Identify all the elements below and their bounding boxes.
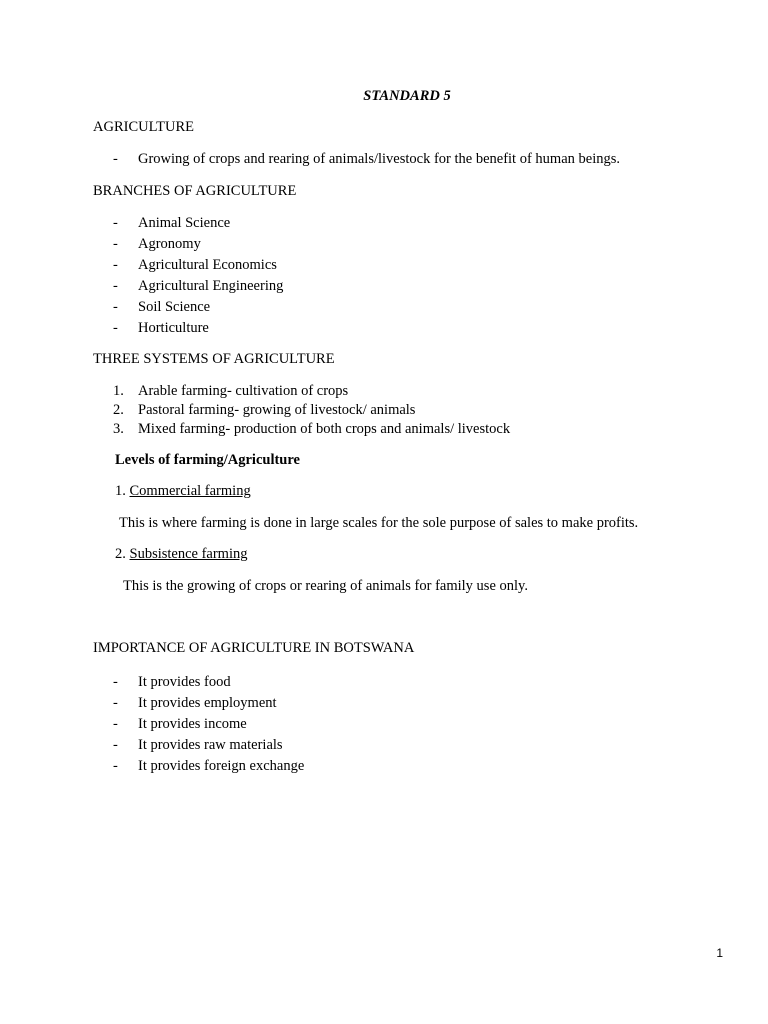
subsistence-farming-description: This is the growing of crops or rearing of animals for family use only. <box>123 578 528 594</box>
commercial-farming-title <box>115 483 251 500</box>
branches-heading: BRANCHES OF AGRICULTURE <box>93 183 297 199</box>
list-item <box>113 234 283 255</box>
commercial-farming-description: This is where farming is done in large scales for the sole purpose of sales to make profits. <box>119 515 639 531</box>
systems-heading: THREE SYSTEMS OF AGRICULTURE <box>93 351 335 367</box>
levels-heading: Levels of farming/Agriculture <box>115 452 300 468</box>
list-item <box>113 213 283 234</box>
importance-heading: IMPORTANCE OF AGRICULTURE IN BOTSWANA <box>93 640 415 656</box>
bullet-marker: - <box>113 236 118 252</box>
bullet-marker: - <box>113 320 118 336</box>
branch-item: Agricultural Economics <box>138 257 277 273</box>
branches-list <box>113 213 283 339</box>
importance-item: It provides food <box>138 674 231 690</box>
list-item <box>113 401 510 420</box>
list-item <box>113 735 304 756</box>
list-item <box>113 714 304 735</box>
list-item <box>113 318 283 339</box>
system-item: Mixed farming- production of both crops and animals/ livestock <box>138 421 511 437</box>
branch-item: Soil Science <box>138 299 211 315</box>
list-item <box>113 255 283 276</box>
branch-item: Animal Science <box>138 215 231 231</box>
system-item: Arable farming- cultivation of crops <box>138 383 349 399</box>
bullet-marker: - <box>113 674 118 690</box>
bullet-marker: - <box>113 716 118 732</box>
importance-item: It provides income <box>138 716 247 732</box>
list-item <box>113 382 510 401</box>
list-item <box>113 151 620 168</box>
list-item <box>113 693 304 714</box>
bullet-marker: - <box>113 758 118 774</box>
bullet-marker: - <box>113 215 118 231</box>
agriculture-heading: AGRICULTURE <box>93 119 194 135</box>
importance-item: It provides foreign exchange <box>138 758 305 774</box>
list-number: 3. <box>113 421 124 437</box>
bullet-marker: - <box>113 278 118 294</box>
systems-list <box>113 382 510 439</box>
subsistence-farming-title <box>115 546 248 563</box>
level-name: Commercial farming <box>129 483 251 499</box>
branch-item: Agricultural Engineering <box>138 278 284 294</box>
list-item <box>113 420 510 439</box>
list-item <box>113 276 283 297</box>
agriculture-definition-list <box>113 151 620 168</box>
bullet-marker: - <box>113 257 118 273</box>
branch-item: Agronomy <box>138 236 201 252</box>
agriculture-definition: Growing of crops and rearing of animals/livestock for the benefit of human beings. <box>138 151 620 167</box>
document-title: STANDARD 5 <box>363 88 451 104</box>
list-item <box>113 297 283 318</box>
level-name: Subsistence farming <box>129 546 248 562</box>
list-number: 2. <box>113 402 124 418</box>
bullet-marker: - <box>113 737 118 753</box>
bullet-marker: - <box>113 151 118 167</box>
level-number: 1. <box>115 483 126 499</box>
page-number: 1 <box>716 946 723 960</box>
importance-item: It provides employment <box>138 695 277 711</box>
level-number: 2. <box>115 546 126 562</box>
list-item <box>113 672 304 693</box>
bullet-marker: - <box>113 695 118 711</box>
bullet-marker: - <box>113 299 118 315</box>
branch-item: Horticulture <box>138 320 209 336</box>
importance-item: It provides raw materials <box>138 737 283 753</box>
importance-list <box>113 672 304 777</box>
list-number: 1. <box>113 383 124 399</box>
system-item: Pastoral farming- growing of livestock/ animals <box>138 402 416 418</box>
list-item <box>113 756 304 777</box>
